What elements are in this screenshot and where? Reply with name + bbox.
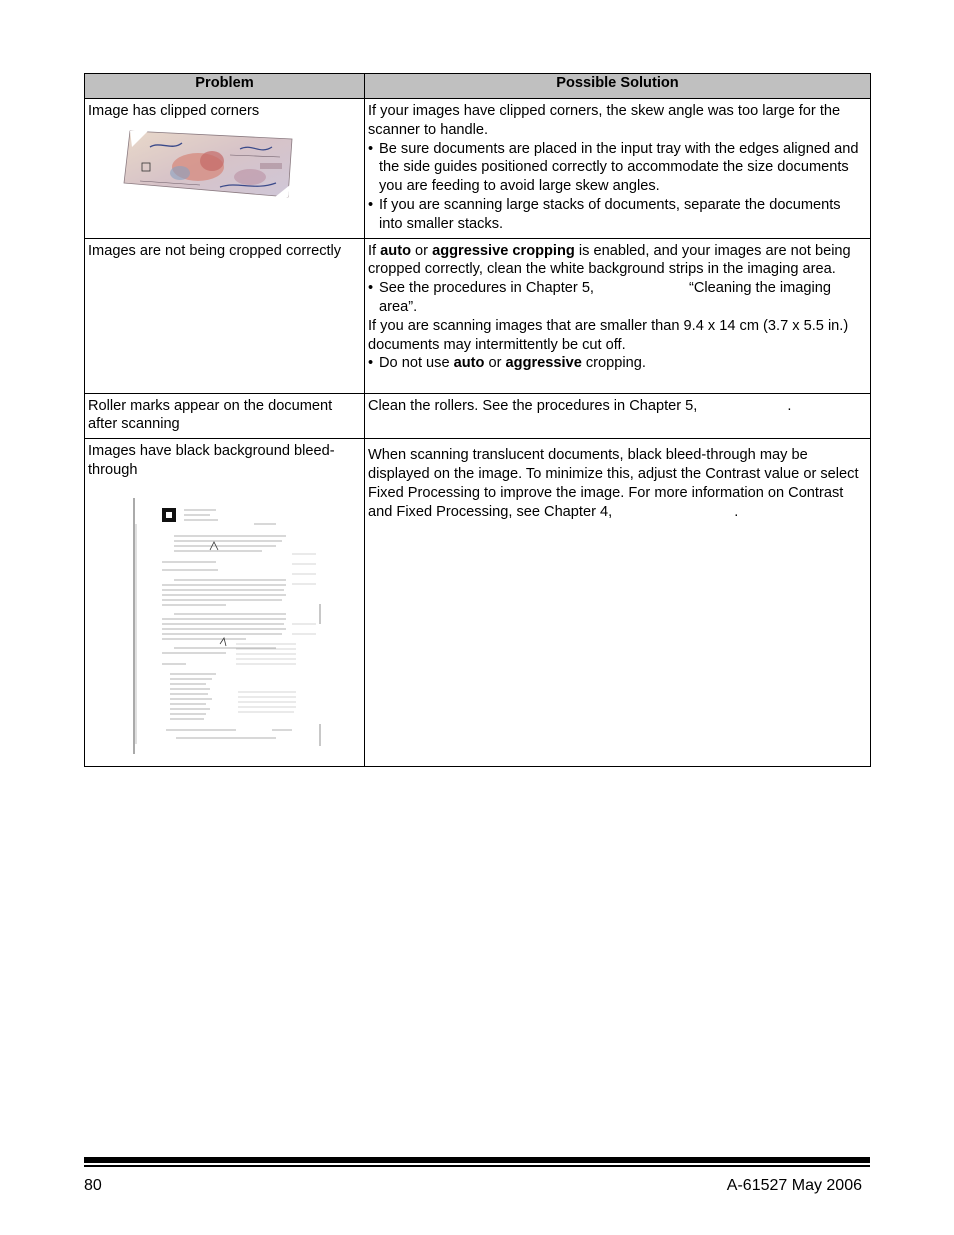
table-header-row: [85, 74, 871, 99]
problem-text: Image has clipped corners: [88, 103, 260, 119]
solution-cell: [365, 439, 871, 766]
problem-text: Images are not being cropped correctly: [88, 242, 342, 259]
table-row: [85, 238, 871, 393]
solution-bullets: [368, 354, 867, 373]
text-segment: When scanning translucent documents, black bleed-through may be displayed on the image. To minimize this, adjust the Contrast value or select Fixed Processing to improve the image. For more information on Contrast and Fixed Processing, see Chapter 4,: [368, 447, 859, 520]
clipped-check-image: [88, 125, 361, 209]
solution-paragraph: [368, 242, 867, 280]
page-number: 80: [84, 1177, 102, 1194]
bold-term: aggressive cropping: [432, 242, 575, 259]
problem-cell: [85, 393, 365, 439]
text-segment: .: [734, 503, 739, 520]
text-segment: or: [410, 242, 433, 259]
problem-text: Images have black background bleed-through: [88, 443, 335, 478]
solution-intro: If your images have clipped corners, the skew angle was too large for the scanner to handle.: [368, 103, 841, 138]
solution-paragraph: [368, 446, 867, 521]
table-row: [85, 393, 871, 439]
bold-term: aggressive: [505, 355, 582, 372]
footer-rule-thick: [84, 1157, 870, 1163]
text-segment: If: [368, 242, 381, 259]
list-item: • If you are scanning large stacks of documents, separate the documents into smaller stacks.: [368, 196, 867, 234]
problem-cell: [85, 238, 365, 393]
solution-cell: [365, 99, 871, 239]
solution-cell: [365, 393, 871, 439]
solution-cell: [365, 238, 871, 393]
cross-reference[interactable]: “Cleaning the imaging area”.: [379, 280, 831, 315]
bleed-through-document-image: [88, 484, 361, 762]
table-row: [85, 439, 871, 766]
text-segment: is enabled, and your images are not being cropped correctly, clean the white background strips in the imaging area.: [368, 242, 851, 278]
bold-term: auto: [453, 355, 485, 372]
header-problem: Problem: [85, 74, 365, 99]
troubleshooting-table: [84, 73, 871, 767]
document-id: A-61527 May 2006: [726, 1177, 862, 1194]
text-segment: See the procedures in Chapter 5,: [379, 280, 594, 297]
header-possible-solution: Possible Solution: [365, 74, 871, 99]
list-item: • Be sure documents are placed in the input tray with the edges aligned and the side guides positioned correctly to accommodate the size documents you are feeding to avoid large skew angles.: [368, 140, 867, 196]
footer-rule-thin: [84, 1165, 870, 1167]
solution-bullets: [368, 140, 867, 234]
text-segment: or: [484, 355, 506, 372]
text-segment: Do not use: [379, 355, 454, 372]
text-segment: .: [787, 397, 792, 414]
list-item: [368, 279, 867, 317]
solution-bullets: [368, 279, 867, 317]
table-row: [85, 99, 871, 239]
solution-paragraph: [368, 397, 867, 416]
problem-cell: [85, 99, 365, 239]
list-item: [368, 354, 867, 373]
text-segment: Clean the rollers. See the procedures in Chapter 5,: [368, 397, 698, 414]
text-segment: cropping.: [581, 355, 646, 372]
problem-cell: [85, 439, 365, 766]
problem-text: Roller marks appear on the document after scanning: [88, 397, 333, 433]
bold-term: auto: [380, 242, 411, 259]
solution-paragraph: If you are scanning images that are smaller than 9.4 x 14 cm (3.7 x 5.5 in.) documents may intermittently be cut off.: [368, 317, 849, 353]
